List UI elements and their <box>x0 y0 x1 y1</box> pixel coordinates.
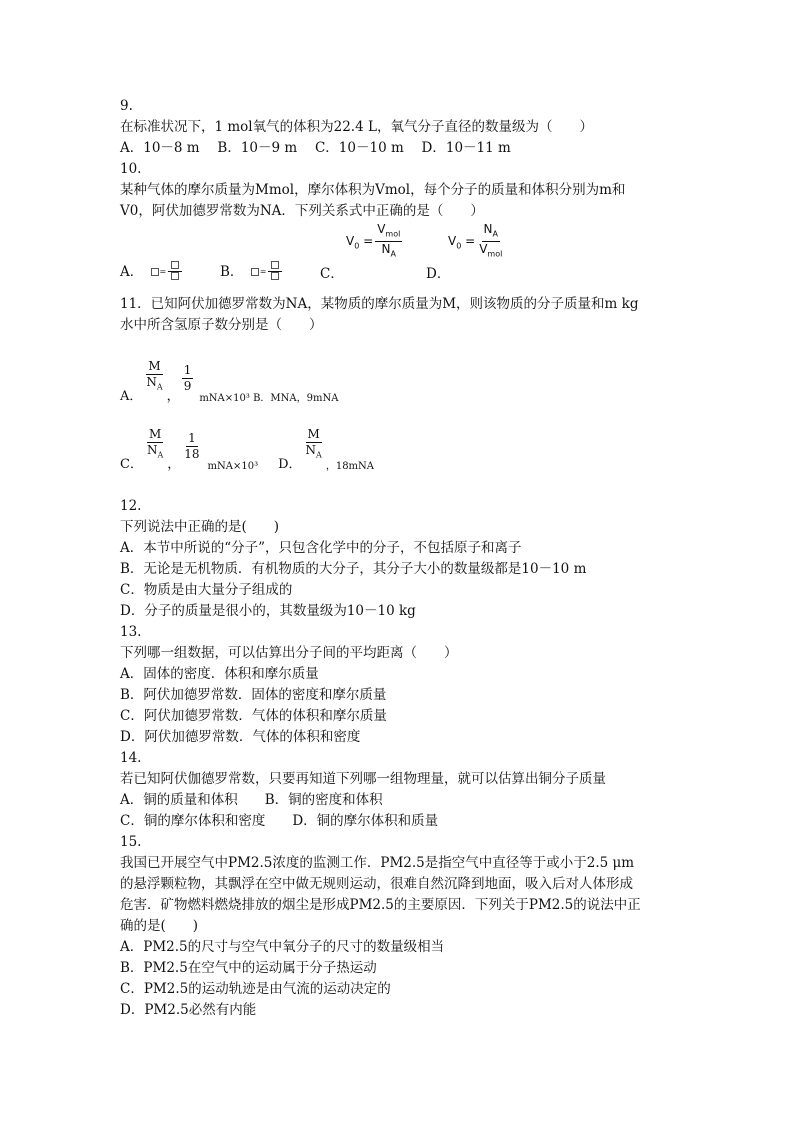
question-stem: 下列哪一组数据，可以估算出分子间的平均距离（ ） <box>120 645 458 661</box>
question-stem-line: V0，阿伏加德罗常数为NA．下列关系式中正确的是（ ） <box>120 203 484 219</box>
option-a: A．PM2.5的尺寸与空气中氧分子的尺寸的数量级相当 <box>120 939 445 955</box>
question-stem: 在标准状况下，1 mol氧气的体积为22.4 L，氧气分子直径的数量级为（ ） <box>120 119 593 135</box>
formula-image-placeholder: = <box>250 261 285 282</box>
option-c-formula: $V_0$ = $\frac{V_{mol}}{N_A}$ <box>346 222 401 259</box>
question-9 <box>120 96 680 159</box>
fraction: $\frac{M}{N_A}$ <box>146 358 163 391</box>
question-number: 15. <box>120 834 142 850</box>
question-number: 9. <box>120 98 133 114</box>
option-b: B．PM2.5在空气中的运动属于分子热运动 <box>120 960 377 976</box>
question-stem-line: 我国已开展空气中PM2.5浓度的监测工作．PM2.5是指空气中直径等于或小于2.5 μm <box>120 855 635 871</box>
question-number: 13. <box>120 624 142 640</box>
question-10 <box>120 159 680 286</box>
option-c: C．PM2.5的运动轨迹是由气流的运动决定的 <box>120 981 391 997</box>
fraction: $\frac{M}{N_A}$ <box>146 426 164 459</box>
question-stem-line: 某种气体的摩尔质量为Mmol，摩尔体积为Vmol，每个分子的质量和体积分别为m和 <box>120 182 626 198</box>
question-15 <box>120 832 680 1021</box>
question-stem-line: 危害．矿物燃料燃烧排放的烟尘是形成PM2.5的主要原因．下列关于PM2.5的说法中正 <box>120 897 641 913</box>
options-cd: C． $\frac{M}{N_A}$ ， $\frac{1}{18}$ mNA×10³ D． $\frac{M}{N_A}$ ，18mNA <box>120 426 375 472</box>
question-number: 14. <box>120 750 142 766</box>
question-stem-line: 水中所含氢原子数分别是（ ） <box>120 317 323 333</box>
option-label: A． <box>120 263 144 280</box>
question-number: 12. <box>120 498 142 514</box>
option-d: D．阿伏加德罗常数．气体的体积和密度 <box>120 729 361 745</box>
question-14 <box>120 748 680 832</box>
option-a: A．本节中所说的“分子”，只包含化学中的分子，不包括原子和离子 <box>120 540 522 556</box>
question-stem-line: 的悬浮颗粒物，其飘浮在空中做无规则运动，很难自然沉降到地面，吸入后对人体形成 <box>120 876 633 892</box>
question-options: A．10－8 m B．10－9 m C．10－10 m D．10－11 m <box>120 140 511 156</box>
option-c: C．阿伏加德罗常数．气体的体积和摩尔质量 <box>120 708 387 724</box>
question-stem: 若已知阿伏伽德罗常数，只要再知道下列哪一组物理量，就可以估算出铜分子质量 <box>120 771 606 787</box>
option-d-label: D． <box>426 266 451 282</box>
question-13 <box>120 622 680 748</box>
options-ab: A．铜的质量和体积 B．铜的密度和体积 <box>120 792 383 808</box>
option-label: B． <box>220 263 244 280</box>
question-stem: 下列说法中正确的是( ) <box>120 519 280 535</box>
option-c-label: C． <box>320 266 344 282</box>
option-a <box>120 260 184 283</box>
option-a: A．固体的密度．体积和摩尔质量 <box>120 666 319 682</box>
worksheet <box>120 96 680 1021</box>
question-number: 10. <box>120 161 142 177</box>
question-stem-line: 确的是( ) <box>120 918 199 934</box>
fraction: $\frac{M}{N_A}$ <box>305 426 322 459</box>
fraction: $\frac{1}{9}$ <box>183 363 192 393</box>
options-ab: A． $\frac{M}{N_A}$ ， $\frac{1}{9}$ mNA×10³ B．MNA，9mNA <box>120 358 339 404</box>
options-cd: C．铜的摩尔体积和密度 D．铜的摩尔体积和质量 <box>120 813 439 829</box>
question-stem-line: 11．已知阿伏加德罗常数为NA，某物质的摩尔质量为M，则该物质的分子质量和m kg <box>120 296 639 312</box>
option-b: B．无论是无机物质．有机物质的大分子，其分子大小的数量级都是10－10 m <box>120 561 587 577</box>
question-12 <box>120 496 680 622</box>
option-d: D．PM2.5必然有内能 <box>120 1002 257 1018</box>
fraction: $\frac{1}{18}$ <box>184 431 200 461</box>
option-b <box>220 260 284 283</box>
question-10-options <box>120 222 680 286</box>
option-c: C．物质是由大量分子组成的 <box>120 582 293 598</box>
question-11 <box>120 294 680 472</box>
formula-image-placeholder: = <box>150 261 185 282</box>
option-d-formula: $V_0$ = $\frac{N_A}{V_{mol}}$ <box>448 222 503 259</box>
option-d: D．分子的质量是很小的，其数量级为10－10 kg <box>120 603 416 619</box>
option-b: B．阿伏加德罗常数．固体的密度和摩尔质量 <box>120 687 387 703</box>
